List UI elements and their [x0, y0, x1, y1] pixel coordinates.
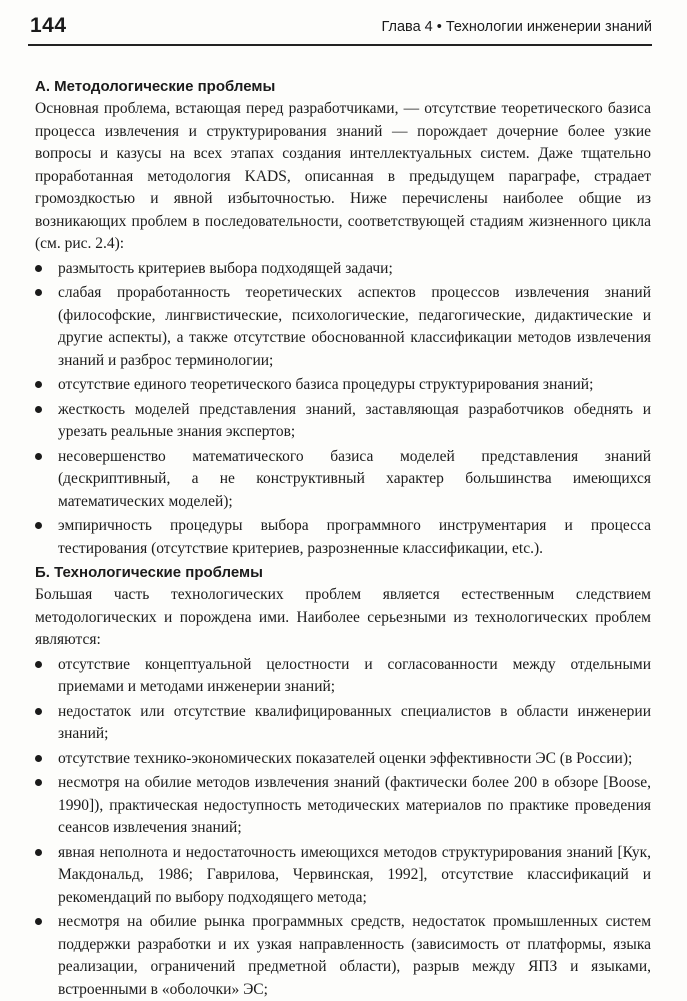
bullet-icon: [35, 918, 42, 925]
bullet-icon: [35, 849, 42, 856]
bullet-icon: [35, 265, 42, 272]
chapter-name: Технологии инженерии знаний: [446, 19, 652, 35]
list-item-text: недостаток или отсутствие квалифицированных специалистов в области инженерии знаний;: [58, 703, 651, 743]
list-item-text: отсутствие единого теоретического базиса процедуры структурирования знаний;: [58, 376, 593, 393]
list-item: [35, 748, 651, 771]
bullet-icon: [35, 453, 42, 460]
running-header: [28, 14, 652, 46]
bullet-icon: [35, 755, 42, 762]
list-item: [35, 258, 651, 281]
list-item: [35, 772, 651, 840]
list-item-text: несовершенство математического базиса моделей представления знаний (дескриптивный, а не конструктивный характер большинства имеющихся математических моделей);: [58, 448, 651, 510]
page-body: [35, 76, 651, 1001]
list-item: [35, 842, 651, 910]
list-item: [35, 399, 651, 444]
list-item: [35, 701, 651, 746]
section-b-intro: Большая часть технологических проблем является естественным следствием методологических и порождена ими. Наиболее серьезными из технологических проблем являются:: [35, 584, 651, 652]
chapter-title: [381, 19, 652, 35]
section-a-intro: Основная проблема, встающая перед разработчиками, — отсутствие теоретического базиса процесса извлечения и структурирования знаний — порождает дочерние более узкие вопросы и казусы на всех этапах создания интеллектуальных систем. Даже тщательно проработанная методология KADS, описанная в предыдущем параграфе, страдает громоздкостью и явной избыточностью. Ниже перечислены наиболее общие из возникающих проблем в последовательности, соответствующей стадиям жизненного цикла (см. рис. 2.4):: [35, 98, 651, 256]
header-separator: •: [437, 19, 442, 35]
bullet-icon: [35, 381, 42, 388]
section-a-list: [35, 258, 651, 561]
section-a-heading: А. Методологические проблемы: [35, 76, 651, 98]
list-item: [35, 654, 651, 699]
list-item-text: отсутствие технико-экономических показателей оценки эффективности ЭС (в России);: [58, 750, 632, 767]
section-b-list: [35, 654, 651, 1001]
list-item: [35, 446, 651, 514]
bullet-icon: [35, 779, 42, 786]
list-item-text: отсутствие концептуальной целостности и согласованности между отдельными приемами и методами инженерии знаний;: [58, 656, 651, 696]
list-item-text: эмпиричность процедуры выбора программного инструментария и процесса тестирования (отсутствие критериев, разрозненные классификации, etc.).: [58, 517, 651, 557]
bullet-icon: [35, 289, 42, 296]
list-item: [35, 282, 651, 372]
page-number: 144: [30, 14, 67, 38]
list-item-text: явная неполнота и недостаточность имеющихся методов структурирования знаний [Кук, Макдональд, 1986; Гаврилова, Червинская, 1992], отсутствие классификаций и рекомендаций по выбору подходящего метода;: [58, 844, 651, 906]
bullet-icon: [35, 522, 42, 529]
bullet-icon: [35, 661, 42, 668]
list-item-text: несмотря на обилие методов извлечения знаний (фактически более 200 в обзоре [Boose, 1990]), практическая недоступность методических материалов по практике проведения сеансов извлечения знаний;: [58, 774, 651, 836]
list-item-text: несмотря на обилие рынка программных средств, недостаток промышленных систем поддержки разработки и их узкая направленность (зависимость от платформы, языка реализации, ограничений предметной области), разрыв между ЯПЗ и языками, встроенными в «оболочки» ЭС;: [58, 913, 651, 998]
list-item-text: слабая проработанность теоретических аспектов процессов извлечения знаний (философские, лингвистические, психологические, педагогические, дидактические и другие аспекты), а также отсутствие обоснованной классификации методов извлечения знаний и разброс терминологии;: [58, 284, 651, 369]
list-item: [35, 515, 651, 560]
section-b-heading: Б. Технологические проблемы: [35, 562, 651, 584]
bullet-icon: [35, 406, 42, 413]
list-item: [35, 911, 651, 1001]
list-item-text: размытость критериев выбора подходящей задачи;: [58, 260, 393, 277]
list-item: [35, 374, 651, 397]
bullet-icon: [35, 708, 42, 715]
chapter-label: Глава 4: [381, 19, 432, 35]
list-item-text: жесткость моделей представления знаний, заставляющая разработчиков обеднять и урезать реальные знания экспертов;: [58, 401, 651, 441]
